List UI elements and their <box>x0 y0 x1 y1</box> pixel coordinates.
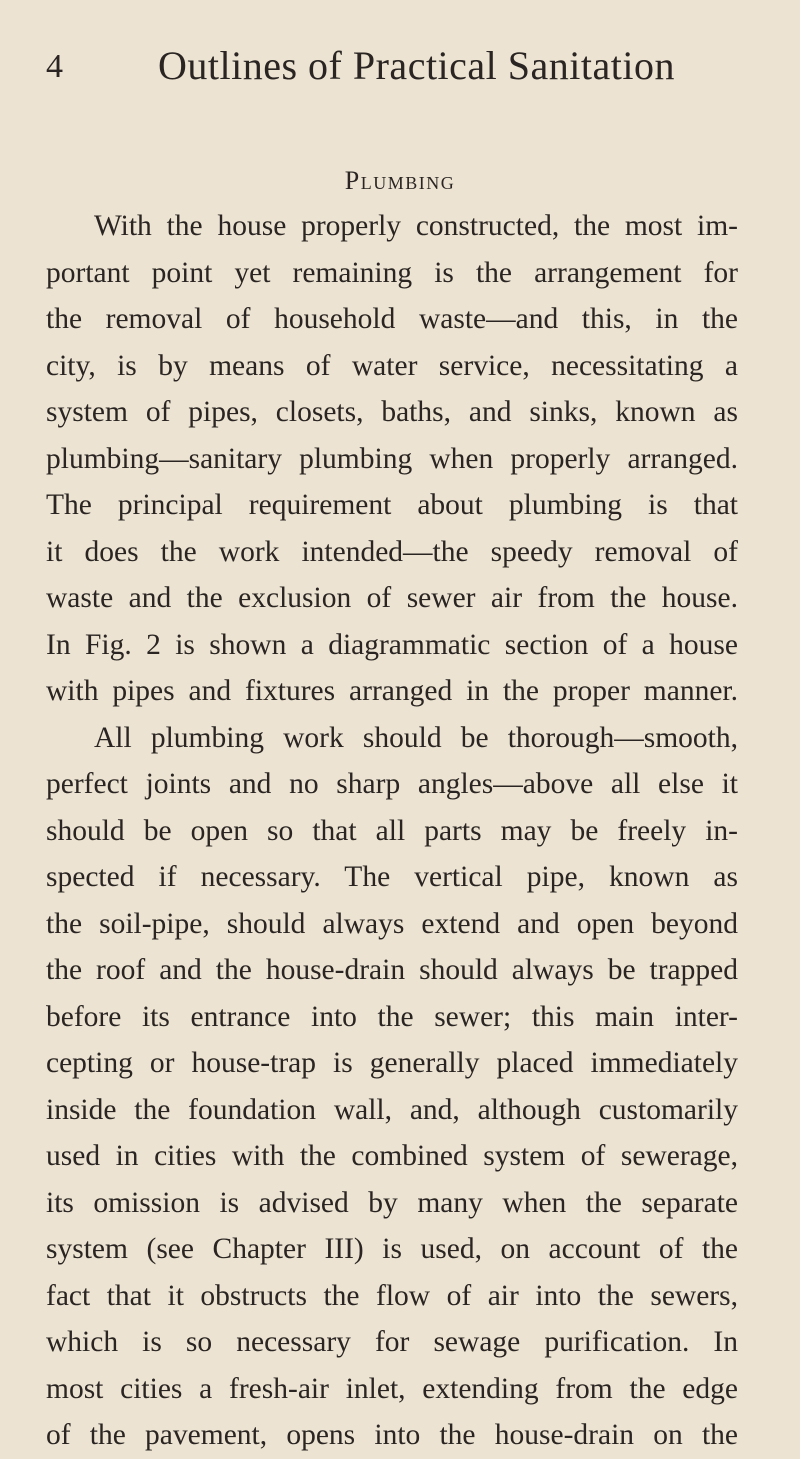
text-line: of the pavement, opens into the house-drain on the <box>46 1419 738 1451</box>
text-line: All plumbing work should be thorough—smooth, <box>94 721 738 754</box>
text-line: fact that it obstructs the flow of air into the sewers, <box>46 1279 738 1312</box>
text-line: waste and the exclusion of sewer air from the house. <box>46 582 738 614</box>
text-line: its omission is advised by many when the separate <box>46 1186 738 1219</box>
page-number: 4 <box>46 48 63 85</box>
text-line: system (see Chapter III) is used, on account of the <box>46 1233 738 1265</box>
text-line: spected if necessary. The vertical pipe, known as <box>46 861 738 893</box>
text-line: it does the work intended—the speedy removal of <box>46 535 738 568</box>
running-head: Outlines of Practical Sanitation <box>158 43 675 88</box>
text-line: With the house properly constructed, the most im- <box>94 210 738 242</box>
text-line: the roof and the house-drain should always be trapped <box>46 954 738 986</box>
text-line: with pipes and fixtures arranged in the proper manner. <box>46 675 738 707</box>
text-line: system of pipes, closets, baths, and sinks, known as <box>46 396 738 428</box>
text-line: most cities a fresh-air inlet, extending from the edge <box>46 1372 738 1405</box>
body-text <box>46 203 738 1459</box>
text-line: the removal of household waste—and this, in the <box>46 303 738 335</box>
text-line: inside the foundation wall, and, although customarily <box>46 1093 738 1126</box>
text-line: used in cities with the combined system of sewerage, <box>46 1140 738 1172</box>
text-line: cepting or house-trap is generally placed immediately <box>46 1047 738 1079</box>
text-line: The principal requirement about plumbing is that <box>46 489 738 521</box>
text-line: perfect joints and no sharp angles—above all else it <box>46 768 738 800</box>
text-line: portant point yet remaining is the arrangement for <box>46 256 738 289</box>
section-title: Plumbing <box>344 166 456 195</box>
text-line: plumbing—sanitary plumbing when properly arranged. <box>46 442 738 475</box>
text-line: city, is by means of water service, necessitating a <box>46 349 738 382</box>
text-line: the soil-pipe, should always extend and open beyond <box>46 907 738 940</box>
text-line: before its entrance into the sewer; this main inter- <box>46 1000 738 1033</box>
text-line: should be open so that all parts may be freely in- <box>46 814 738 847</box>
page-header <box>46 44 760 104</box>
text-line: which is so necessary for sewage purification. In <box>46 1326 738 1358</box>
text-line: In Fig. 2 is shown a diagrammatic section of a house <box>46 628 738 661</box>
